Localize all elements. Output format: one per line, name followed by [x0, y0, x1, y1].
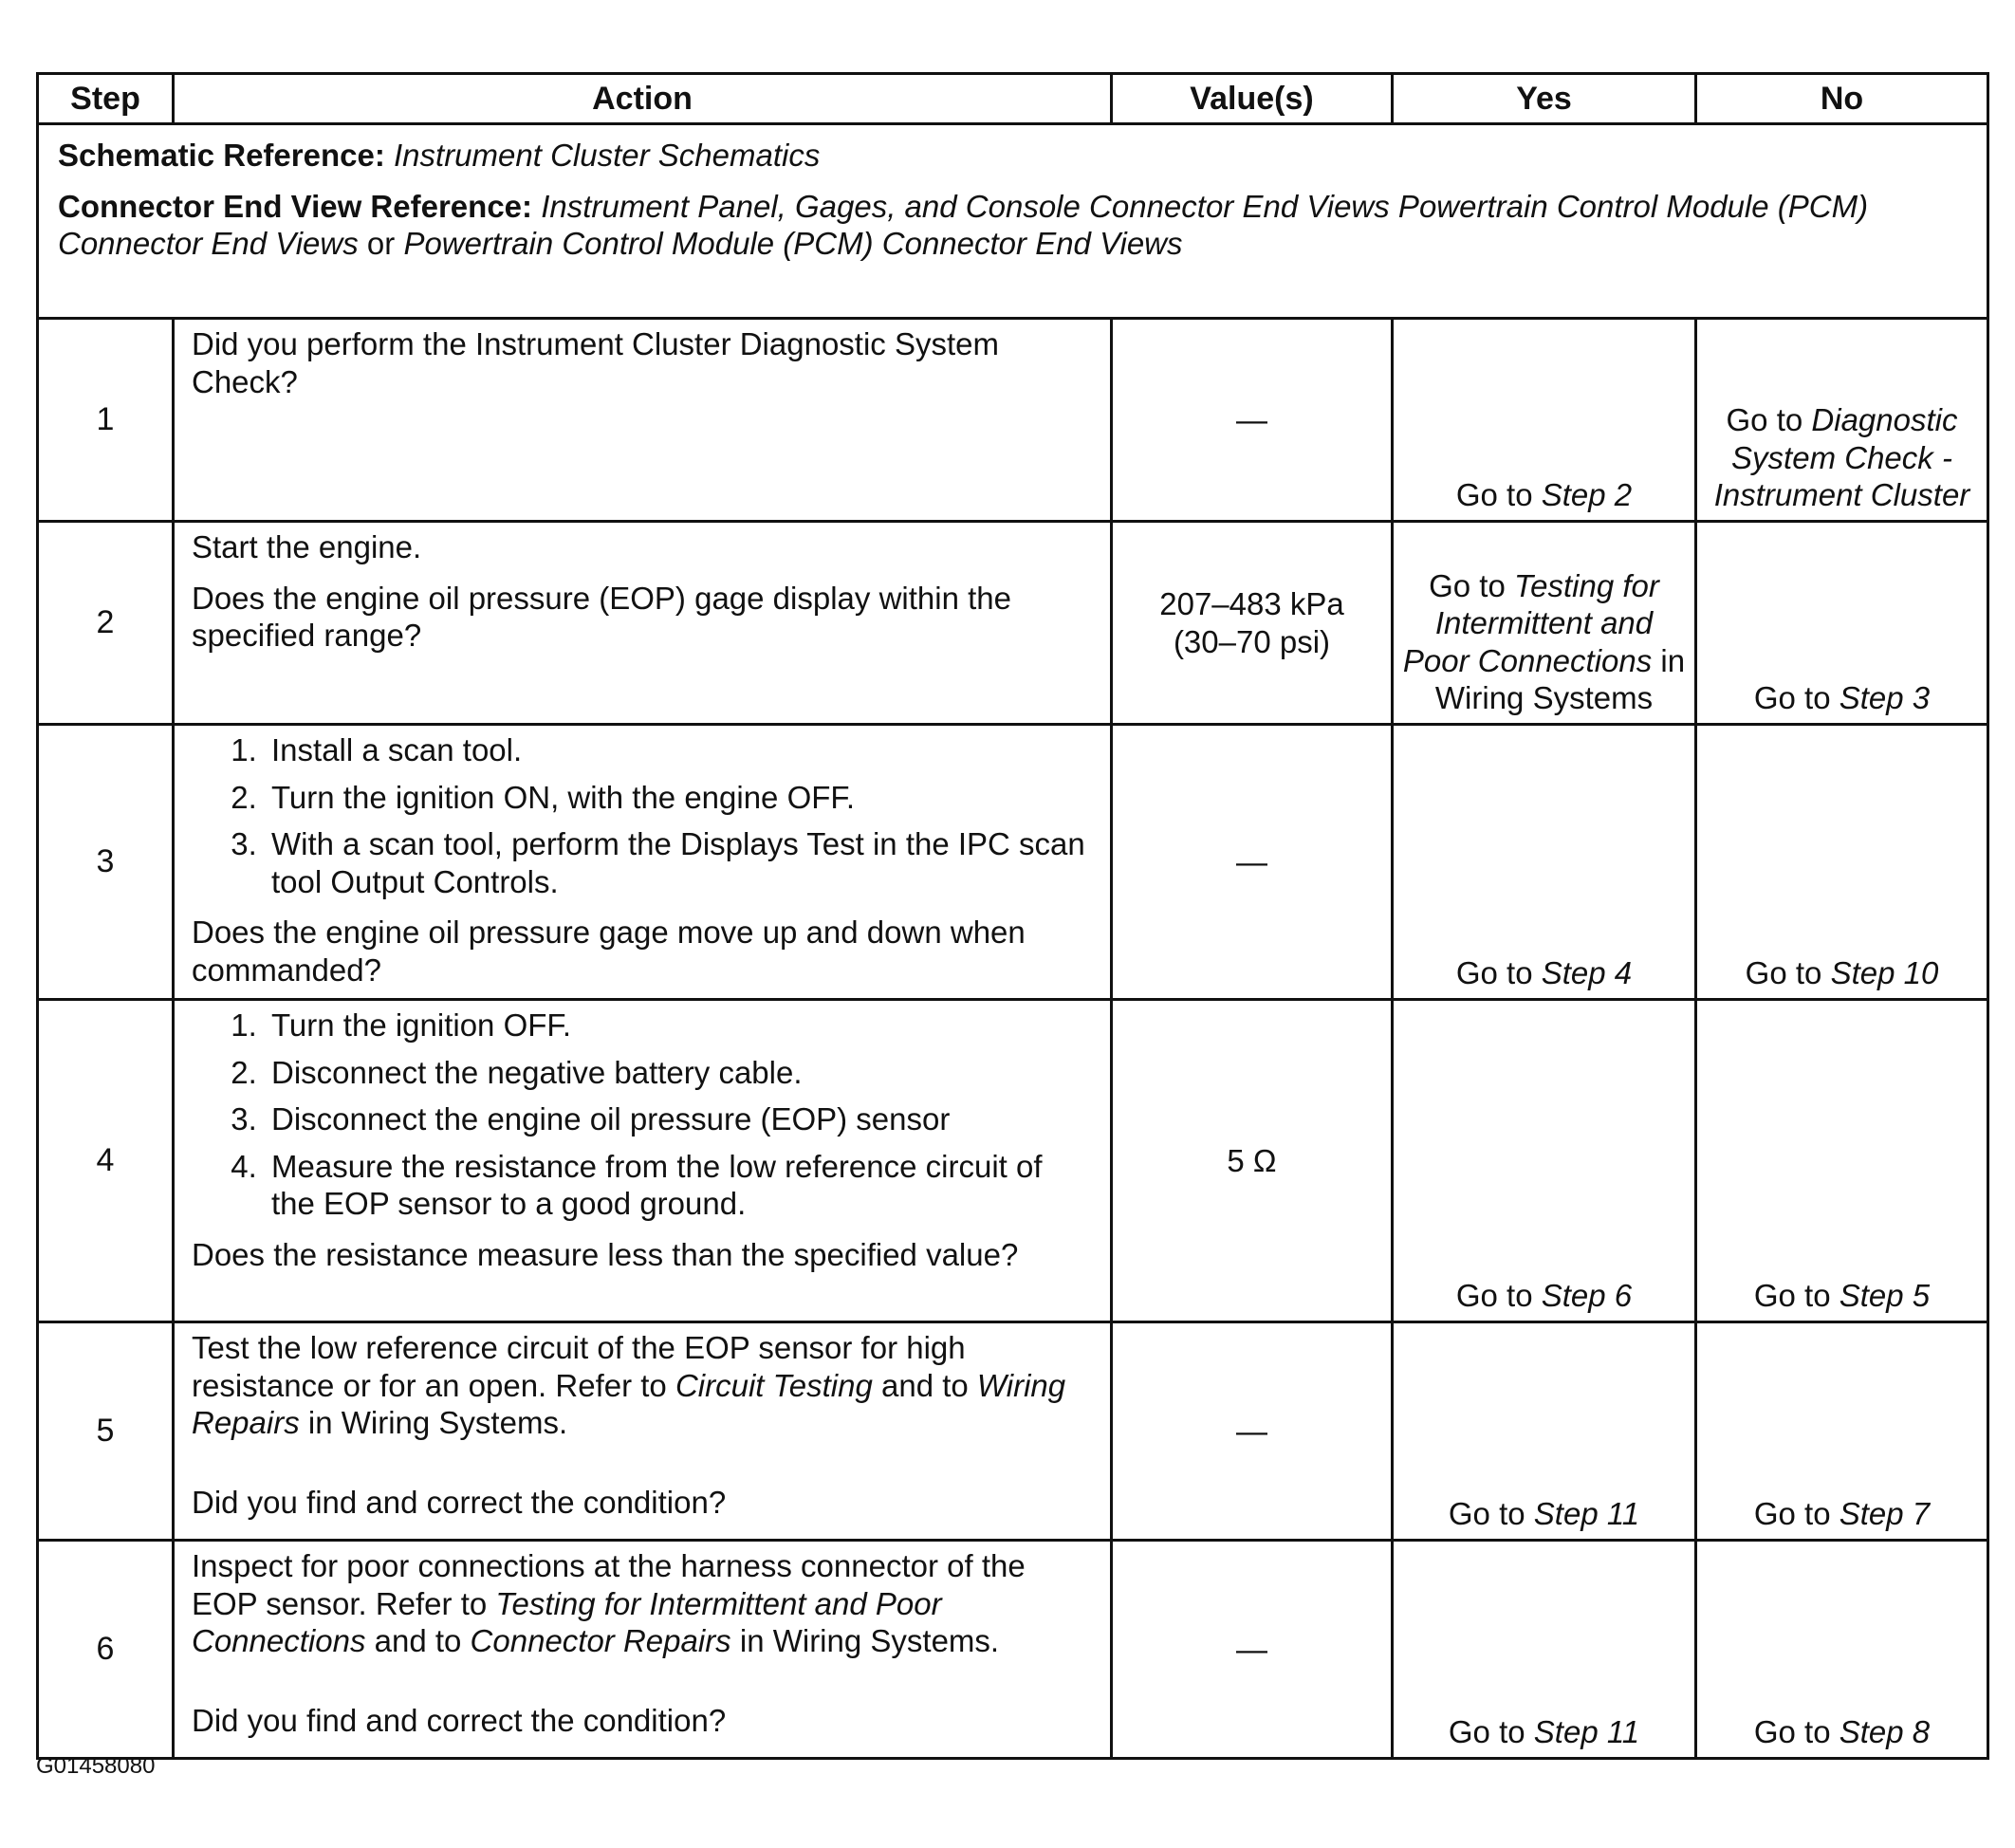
value-cell [1112, 522, 1393, 725]
reference-cell [38, 124, 1988, 319]
diagnostic-table [36, 72, 1989, 1760]
connector-reference-or: or [366, 226, 396, 262]
yes-link[interactable]: Step 4 [1541, 955, 1633, 991]
yes-cell [1393, 725, 1696, 1000]
yes-prefix: Go to [1455, 1278, 1533, 1314]
schematic-reference-link[interactable]: Instrument Cluster Schematics [394, 138, 821, 173]
yes-prefix: Go to [1455, 477, 1533, 513]
list-item: 3. Disconnect the engine oil pressure (EOP) sensor [266, 1100, 1091, 1138]
schematic-reference [58, 137, 1968, 175]
no-prefix: Go to [1726, 402, 1803, 438]
action-intro: Start the engine. [192, 529, 422, 564]
action-cell [174, 1322, 1112, 1541]
header-yes: Yes [1393, 74, 1696, 124]
value-cell: — [1112, 725, 1393, 1000]
no-cell [1696, 522, 1988, 725]
header-values: Value(s) [1112, 74, 1393, 124]
table-row [38, 1322, 1988, 1541]
action-cell [174, 1541, 1112, 1759]
no-prefix: Go to [1753, 680, 1831, 716]
yes-link[interactable]: Step 11 [1533, 1496, 1640, 1532]
no-prefix: Go to [1753, 1278, 1831, 1314]
action-question: Did you find and correct the condition? [192, 1702, 727, 1738]
list-item: 1. Turn the ignition OFF. [266, 1007, 1091, 1044]
no-link[interactable]: Step 3 [1839, 680, 1931, 716]
list-item: 4. Measure the resistance from the low reference circuit of the EOP sensor to a good ground. [266, 1148, 1091, 1223]
list-item: 2. Disconnect the negative battery cable. [266, 1054, 1091, 1092]
no-prefix: Go to [1753, 1714, 1831, 1750]
list-item: 2. Turn the ignition ON, with the engine OFF. [266, 779, 1091, 817]
action-steps-list [192, 731, 1091, 900]
header-step: Step [38, 74, 174, 124]
action-link[interactable]: Testing for Intermittent and Poor Connections [192, 1585, 942, 1659]
connector-reference [58, 188, 1968, 263]
list-item: 3. With a scan tool, perform the Displays Test in the IPC scan tool Output Controls. [266, 825, 1091, 900]
yes-link[interactable]: Testing for Intermittent and Poor Connections [1402, 567, 1659, 678]
value-cell: — [1112, 319, 1393, 522]
action-text: and to [881, 1367, 969, 1403]
step-number: 5 [38, 1322, 174, 1541]
yes-cell [1393, 1322, 1696, 1541]
action-question: Did you find and correct the condition? [192, 1484, 727, 1520]
no-cell [1696, 725, 1988, 1000]
yes-suffix: in Wiring Systems [1434, 642, 1686, 716]
step-number: 2 [38, 522, 174, 725]
value-cell: — [1112, 1322, 1393, 1541]
no-link[interactable]: Step 10 [1830, 955, 1939, 991]
action-question: Did you perform the Instrument Cluster Diagnostic System Check? [192, 326, 999, 399]
header-no: No [1696, 74, 1988, 124]
no-prefix: Go to [1753, 1496, 1831, 1532]
action-text: Test the low reference circuit of the EOP sensor for high resistance or for an open. Refer to [192, 1330, 966, 1403]
action-text: and to [374, 1623, 462, 1659]
action-steps-list [192, 1007, 1091, 1223]
yes-link[interactable]: Step 2 [1541, 477, 1633, 513]
no-cell [1696, 1541, 1988, 1759]
connector-reference-link-2[interactable]: Powertrain Control Module (PCM) Connector End Views [403, 226, 1183, 262]
header-row [38, 74, 1988, 124]
value-kpa: 207–483 kPa [1159, 585, 1344, 621]
no-prefix: Go to [1745, 955, 1822, 991]
action-text: in Wiring Systems. [739, 1623, 1000, 1659]
yes-cell [1393, 1000, 1696, 1322]
yes-cell [1393, 1541, 1696, 1759]
action-cell [174, 725, 1112, 1000]
connector-reference-label: Connector End View Reference: [58, 188, 533, 224]
yes-prefix: Go to [1448, 1496, 1525, 1532]
action-question: Does the resistance measure less than the specified value? [192, 1236, 1019, 1272]
action-link[interactable]: Circuit Testing [675, 1367, 873, 1403]
yes-prefix: Go to [1429, 567, 1506, 603]
no-cell [1696, 319, 1988, 522]
action-cell [174, 1000, 1112, 1322]
step-number: 1 [38, 319, 174, 522]
table-row [38, 1541, 1988, 1759]
no-cell [1696, 1000, 1988, 1322]
yes-cell [1393, 522, 1696, 725]
action-link[interactable]: Connector Repairs [470, 1623, 731, 1659]
table-row [38, 1000, 1988, 1322]
header-action: Action [174, 74, 1112, 124]
step-number: 6 [38, 1541, 174, 1759]
action-text: Inspect for poor connections at the harness connector of the EOP sensor. Refer to [192, 1548, 1026, 1621]
no-link[interactable]: Diagnostic System Check - Instrument Cluster [1713, 402, 1970, 513]
table-row [38, 522, 1988, 725]
schematic-reference-label: Schematic Reference: [58, 138, 385, 173]
action-cell [174, 319, 1112, 522]
value-psi: (30–70 psi) [1173, 623, 1331, 659]
figure-id: G01458080 [36, 1753, 156, 1779]
no-link[interactable]: Step 8 [1839, 1714, 1931, 1750]
no-cell [1696, 1322, 1988, 1541]
step-number: 3 [38, 725, 174, 1000]
value-cell: 5 Ω [1112, 1000, 1393, 1322]
connector-reference-link-1[interactable]: Instrument Panel, Gages, and Console Connector End Views Powertrain Control Module (PCM) Connector End Views [58, 188, 1869, 262]
yes-link[interactable]: Step 11 [1533, 1714, 1640, 1750]
action-question: Does the engine oil pressure gage move up and down when commanded? [192, 915, 1026, 988]
action-link[interactable]: Wiring Repairs [192, 1367, 1066, 1441]
yes-prefix: Go to [1448, 1714, 1525, 1750]
action-question: Does the engine oil pressure (EOP) gage display within the specified range? [192, 580, 1011, 654]
yes-prefix: Go to [1455, 955, 1533, 991]
yes-cell [1393, 319, 1696, 522]
action-text: in Wiring Systems. [307, 1405, 568, 1441]
table-row [38, 319, 1988, 522]
action-cell [174, 522, 1112, 725]
list-item: 1. Install a scan tool. [266, 731, 1091, 769]
step-number: 4 [38, 1000, 174, 1322]
action-instruction [192, 1329, 1091, 1442]
action-instruction [192, 1547, 1091, 1660]
no-link[interactable]: Step 7 [1839, 1496, 1931, 1532]
value-cell: — [1112, 1541, 1393, 1759]
no-link[interactable]: Step 5 [1839, 1278, 1931, 1314]
table-row [38, 725, 1988, 1000]
yes-link[interactable]: Step 6 [1541, 1278, 1633, 1314]
reference-row [38, 124, 1988, 319]
